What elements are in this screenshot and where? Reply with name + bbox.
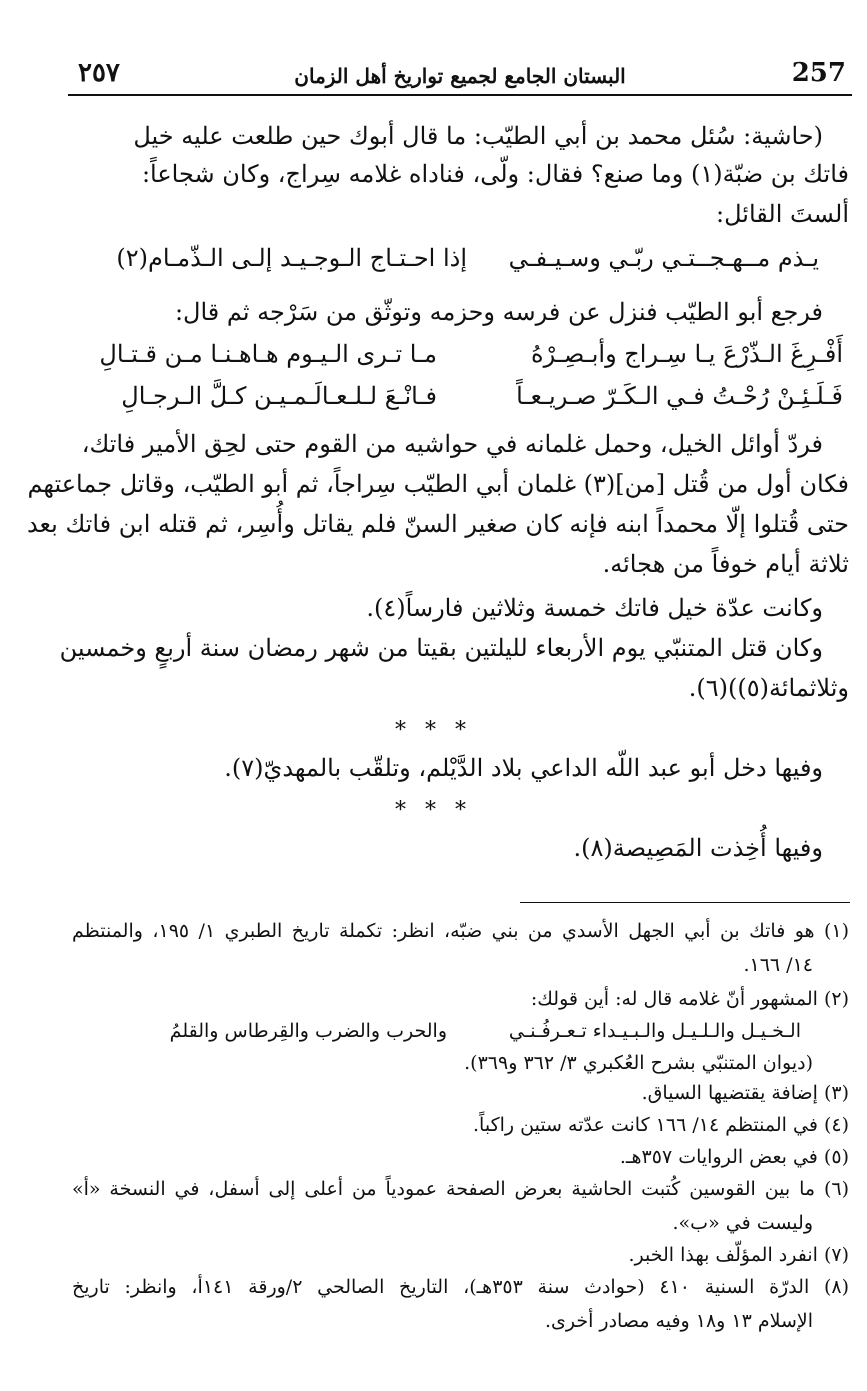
page-number-latin: 257 bbox=[791, 58, 846, 88]
footnote-line: (ديوان المتنبّي بشرح العُكبري ٣/ ٣٦٢ و٣٦٩). bbox=[464, 1052, 813, 1074]
section-separator: * * * bbox=[395, 718, 472, 743]
body-line: وكان قتل المتنبّي يوم الأربعاء لليلتين بقيتا من شهر رمضان سنة أربعٍ وخمسين bbox=[59, 634, 823, 662]
footnote-line: ١٤/ ١٦٦. bbox=[743, 954, 813, 976]
running-header bbox=[68, 52, 852, 96]
body-line: (حاشية: سُئل محمد بن أبي الطيّب: ما قال أبوك حين طلعت عليه خيل bbox=[133, 122, 823, 150]
footnote-verse-second-hemistich: والحرب والضرب والقِرطاس والقلمُ bbox=[169, 1020, 447, 1042]
footnote-line: (٥) في بعض الروايات ٣٥٧هـ. bbox=[619, 1146, 849, 1168]
body-line: فردّ أوائل الخيل، وحمل غلمانه في حواشيه من القوم حتى لحِق الأمير فاتك، bbox=[81, 430, 823, 458]
footnote-line: (٢) المشهور أنّ غلامه قال له: أين قولك: bbox=[530, 988, 849, 1010]
body-line: فكان أول من قُتل [من](٣) غلمان أبي الطيّب سِراجاً، ثم أبو الطيّب، وقاتل جماعتهم bbox=[27, 470, 849, 498]
footnote-rule bbox=[520, 902, 850, 903]
verse-1-first-hemistich: يـذم مــهـجــتـي ربّـي وسـيـفـي bbox=[508, 244, 819, 272]
body-line: وفيها أُخِذت المَصِيصة(٨). bbox=[573, 834, 823, 862]
verse-3-second-hemistich: فـانْـعَ لـلـعـالَـمـيـن كـلَّ الـرجـالِ bbox=[121, 382, 437, 410]
body-line: وفيها دخل أبو عبد اللّه الداعي بلاد الدَّيْلم، وتلقّب بالمهديّ(٧). bbox=[224, 754, 823, 782]
footnote-line: (٤) في المنتظم ١٤/ ١٦٦ كانت عدّته ستين راكباً. bbox=[473, 1114, 849, 1136]
footnote-line: (٧) انفرد المؤلّف بهذا الخبر. bbox=[628, 1244, 849, 1266]
footnote-line: (١) هو فاتك بن أبي الجهل الأسدي من بني ضبّه، انظر: تكملة تاريخ الطبري ١/ ١٩٥، والمنتظم bbox=[72, 920, 850, 942]
footnote-line: (٦) ما بين القوسين كُتبت الحاشية بعرض الصفحة عمودياً من أعلى إلى أسفل، في النسخة «أ» bbox=[72, 1178, 849, 1200]
verse-2-second-hemistich: مـا تـرى الـيـوم هـاهـنـا مـن قـتـالِ bbox=[99, 340, 437, 368]
body-line: ألستَ القائل: bbox=[716, 200, 849, 228]
body-line: فرجع أبو الطيّب فنزل عن فرسه وحزمه وتوثّق من سَرْجه ثم قال: bbox=[174, 298, 823, 326]
body-line: وثلاثمائة(٥))(٦). bbox=[688, 674, 849, 702]
body-line: ثلاثة أيام خوفاً من هجائه. bbox=[602, 550, 849, 578]
verse-2-first-hemistich: أَفْـرِغَ الـذّرْعَ يـا سِـراج وأبـصِـرْهُ bbox=[531, 340, 843, 368]
footnote-line: الإسلام ١٣ و١٨ وفيه مصادر أخرى. bbox=[544, 1310, 813, 1332]
section-separator: * * * bbox=[395, 798, 472, 823]
body-line: فاتك بن ضبّة(١) وما صنع؟ فقال: ولّى، فناداه غلامه سِراج، وكان شجاعاً: bbox=[141, 160, 849, 188]
footnote-verse-first-hemistich: الـخـيـل والـلـيـل والـبـيـداء تـعـرفُـنـي bbox=[508, 1020, 801, 1042]
body-line: حتى قُتلوا إلّا محمداً ابنه فإنه كان صغير السنّ فلم يقاتل وأُسِر، ثم قتله ابن فاتك بعد bbox=[26, 510, 849, 538]
verse-1-second-hemistich: إذا احـتـاج الـوجـيـد إلـى الـذّمـام(٢) bbox=[116, 244, 467, 272]
footnote-line: (٨) الدرّة السنية ٤١٠ (حوادث سنة ٣٥٣هـ)، التاريخ الصالحي ٢/ورقة ١٤١أ، وانظر: تاريخ bbox=[72, 1276, 850, 1298]
footnote-line: وليست في «ب». bbox=[672, 1212, 813, 1234]
body-line: وكانت عدّة خيل فاتك خمسة وثلاثين فارساً(٤). bbox=[366, 594, 823, 622]
book-title: البستان الجامع لجميع تواريخ أهل الزمان bbox=[294, 64, 626, 88]
footnote-line: (٣) إضافة يقتضيها السياق. bbox=[641, 1082, 849, 1104]
verse-3-first-hemistich: فَـلَـئِـنْ رُحْـتُ فـي الـكَـرّ صـريـعـاً bbox=[516, 382, 843, 410]
page-number-arabic: ٢٥٧ bbox=[78, 58, 120, 88]
